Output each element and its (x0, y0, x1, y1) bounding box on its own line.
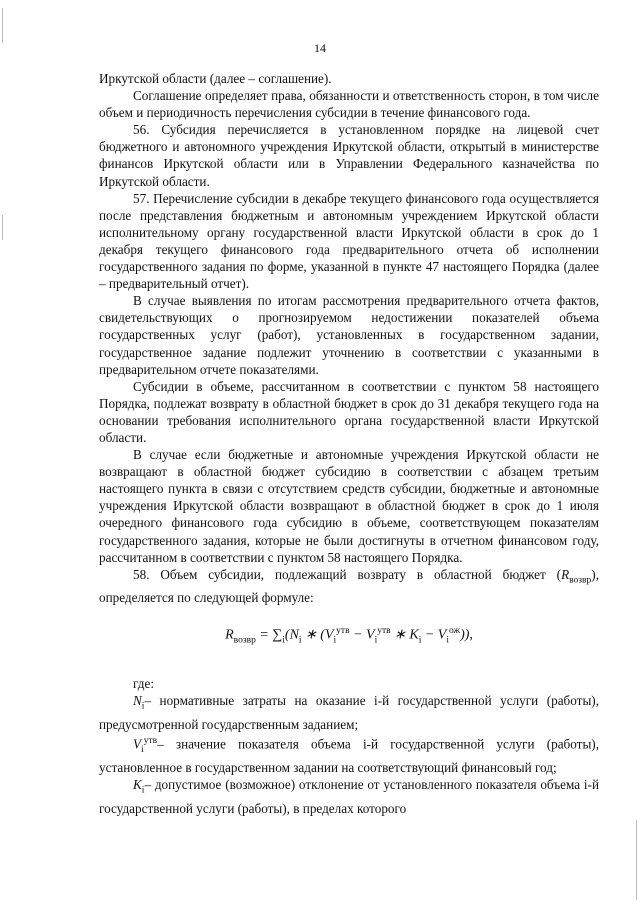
definition-n: $N_i-$ нормативные затраты на оказание i-й государственной услуги (работы), предусмотренной государственным заданием; (99, 693, 599, 732)
paragraph: 57. Перечисление субсидии в декабре текущего финансового года осуществляется после представления бюджетным и автономным учреждением Иркутской области исполнительному органу государственной власти Иркутской области в срок до 1 декабря текущего финансового года предварительного отчета об исполнении государственного задания по форме, указанной в пункте 47 настоящего Порядка (далее – предварительный отчет). (99, 190, 599, 292)
formula: $R_{возвр} = \sum_i(N_i$ ∗ ($V_i^{утв} - V_i^{утв}$ ∗ $K_i - V_i^{ож}$)), (225, 625, 473, 645)
page-number: 14 (314, 41, 326, 55)
paragraph: В случае если бюджетные и автономные учреждения Иркутской области не возвращают в областной бюджет субсидию в соответствии с абзацем третьим настоящего пункта в связи с отсутствием средств субсидии, бюджетные и автономные учреждения Иркутской области возвращают в областной бюджет в срок до 1 июля очередного финансового года субсидию в объеме, соответствующем показателям государственного задания, которые не были достигнуты в отчетном финансовом году, рассчитанном в соответствии с пунктом 58 настоящего Порядка. (99, 447, 599, 565)
paragraph: Соглашение определяет права, обязанности и ответственность сторон, в том числе объем и периодичность перечисления субсидии в течение финансового года. (99, 88, 599, 121)
paragraph: 56. Субсидия перечисляется в установленном порядке на лицевой счет бюджетного и автономного учреждения Иркутской области, открытый в министерстве финансов Иркутской области или в Управлении Федерального казначейства по Иркутской области. (99, 122, 599, 189)
scan-edge-mark (636, 820, 637, 900)
scan-edge-mark (2, 8, 3, 43)
definition-k: $K_i-$ допустимое (возможное) отклонение от установленного показателя объема i-й государственной услуги (работы), в пределах которого (99, 777, 599, 816)
scan-edge-mark (2, 215, 3, 240)
document-body (99, 70, 599, 817)
paragraph: В случае выявления по итогам рассмотрения предварительного отчета фактов, свидетельствующих о прогнозируемом недостижении показателей объема государственных услуг (работ), установленных в государственном задании, государственное задание подлежит уточнению в соответствии с указанными в предварительном отчете показателями. (99, 293, 599, 377)
paragraph: Субсидии в объеме, рассчитанном в соответствии с пунктом 58 настоящего Порядка, подлежат возврату в областной бюджет в срок до 31 декабря текущего года на основании требования исполнительного органа государственной власти Иркутской области. (99, 378, 599, 445)
definition-v: $V_i^{утв}-$ значение показателя объема i-й государственной услуги (работы), установленное в государственном задании на соответствующий финансовый год; (99, 735, 599, 776)
paragraph-formula-intro: 58. Объем субсидии, подлежащий возврату в областной бюджет $(R_{возвр})$, определяется по следующей формуле: (99, 566, 599, 606)
where-label: где: (133, 676, 154, 691)
paragraph: Иркутской области (далее – соглашение). (99, 71, 332, 86)
